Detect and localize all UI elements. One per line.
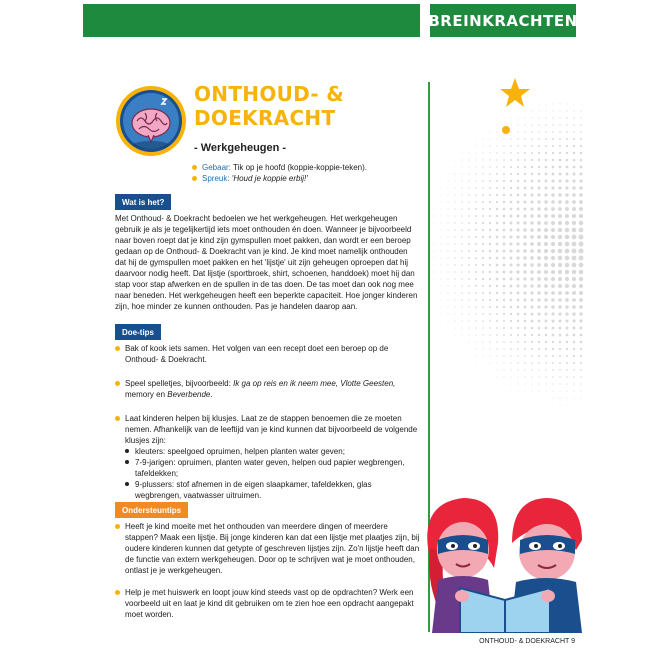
page-title [194, 82, 424, 130]
sub-bullet-icon [125, 449, 129, 453]
superhero-kids-illustration [420, 488, 585, 633]
dot-pattern-decoration [430, 100, 585, 410]
doe-tip-1-text: Bak of kook iets samen. Het volgen van een recept doet een beroep op de Onthoud- & Doekracht. [125, 344, 389, 364]
slogan-label: Spreuk: [202, 174, 230, 183]
bullet-dot-icon [192, 176, 197, 181]
sub-item-kleuters [125, 446, 420, 457]
slogan-item [192, 173, 422, 184]
sub-bullet-icon [125, 482, 129, 486]
sub-item-text: 7-9-jarigen: opruimen, planten water geven, helpen oud papier wegbrengen, tafeldekken; [135, 458, 405, 478]
header-bar [83, 4, 420, 37]
bullet-dot-icon [115, 346, 120, 351]
what-paragraph: Met Onthoud- & Doekracht bedoelen we het werkgeheugen. Het werkgeheugen gebruik je als je tegelijkertijd iets moet onthouden én doen. Wanneer je bijvoorbeeld naar boven roept dat je kind zijn gymspullen moet pakken, dan wordt er een beroep gedaan op de Onthoud- & Doekracht van je kind. Je kind moet namelijk onthouden dat hij de gymspullen moet pakken en het 'lijstje' uit zijn geheugen oproepen dat hij daarvoor nodig heeft. Dat lijstje (sportbroek, shirt, schoenen, handdoek) moet hij dan stap voor stap afwerken en de spullen in de tas doen. De tas moet dan ook nog mee naar beneden. Het werkgeheugen heeft een beperkte capaciteit. Hoe jonger kinderen zijn, hoe minder ze kunnen onthouden. Pas je handelen daarop aan. [115, 214, 418, 311]
doe-tip-2-end: . [210, 390, 213, 399]
brand-banner [430, 4, 576, 37]
doe-tip-2-prefix: Speel spelletjes, bijvoorbeeld: [125, 379, 234, 388]
doe-tip-1 [115, 343, 420, 365]
doe-tips-label: Doe-tips [122, 327, 154, 337]
slogan-text: 'Houd je koppie erbij!' [229, 174, 308, 183]
doe-tip-3-text: Laat kinderen helpen bij klusjes. Laat ze de stappen benoemen die ze moeten nemen. Afhankelijk van de leeftijd van je kind kunnen dat bijvoorbeeld de volgende klusjes zijn: [125, 414, 418, 445]
page-footer: ONTHOUD- & DOEKRACHT 9 [479, 638, 575, 645]
bullet-dot-icon [192, 165, 197, 170]
doe-tip-2-last: Beverbende [167, 390, 211, 399]
sub-item-9-plus [125, 479, 420, 501]
bullet-dot-icon [115, 416, 120, 421]
title-line-2: DOEKRACHT [194, 106, 336, 130]
support-tip-1 [115, 521, 420, 576]
sub-item-text: kleuters: speelgoed opruimen, helpen planten water geven; [135, 447, 345, 456]
doe-tip-2-suffix: memory en [125, 390, 168, 399]
doe-tip-2-games: Ik ga op reis en ik neem mee, Vlotte Geesten, [233, 379, 396, 388]
support-tip-2-text: Help je met huiswerk en loopt jouw kind steeds vast op de opdrachten? Werk een voorbeeld uit en laat je kind dit gebruiken om te zien hoe een opdracht aangepakt moet worden. [125, 588, 414, 619]
section-label-doe-tips [115, 324, 161, 340]
sub-item-text: 9-plussers: stof afnemen in de eigen slaapkamer, tafeldekken, glas wegbrengen, vaatwasser uitruimen. [135, 480, 372, 500]
brain-badge-icon [115, 85, 187, 157]
section-label-what: Wat is het? [115, 194, 171, 210]
sub-bullet-icon [125, 460, 129, 464]
bullet-dot-icon [115, 524, 120, 529]
support-tip-1-text: Heeft je kind moeite met het onthouden van meerdere dingen of meerdere stappen? Maak een lijstje. Bij jonge kinderen kan dat een lijstje met plaatjes zijn, bij oudere kinderen kunnen dat getypte of geschreven lijstjes zijn. Zo'n lijstje heeft dan de functie van extern werkgeheugen. Door op te schrijven wat je moet onthouden, ontlast je je werkgeheugen. [125, 522, 420, 575]
doe-tip-3 [115, 413, 420, 446]
bullet-dot-icon [115, 590, 120, 595]
brand-title: BREINKRACHTEN [428, 11, 578, 30]
support-tips-list [115, 521, 420, 620]
star-icon [498, 76, 532, 110]
bullet-dot-icon [115, 381, 120, 386]
yellow-dot-decoration [502, 126, 510, 134]
page-subtitle: - Werkgeheugen - [194, 142, 287, 154]
title-line-1: ONTHOUD- & [194, 82, 345, 106]
gesture-text: Tik op je hoofd (koppie-koppie-teken). [230, 163, 367, 172]
gesture-item [192, 162, 422, 173]
gesture-slogan-list [192, 162, 422, 184]
gesture-label: Gebaar: [202, 163, 231, 172]
doe-tips-list [115, 343, 420, 501]
support-tip-2 [115, 587, 420, 620]
sub-item-7-9 [125, 457, 420, 479]
section-label-support: Ondersteuntips [115, 502, 188, 518]
doe-tip-2 [115, 378, 420, 400]
